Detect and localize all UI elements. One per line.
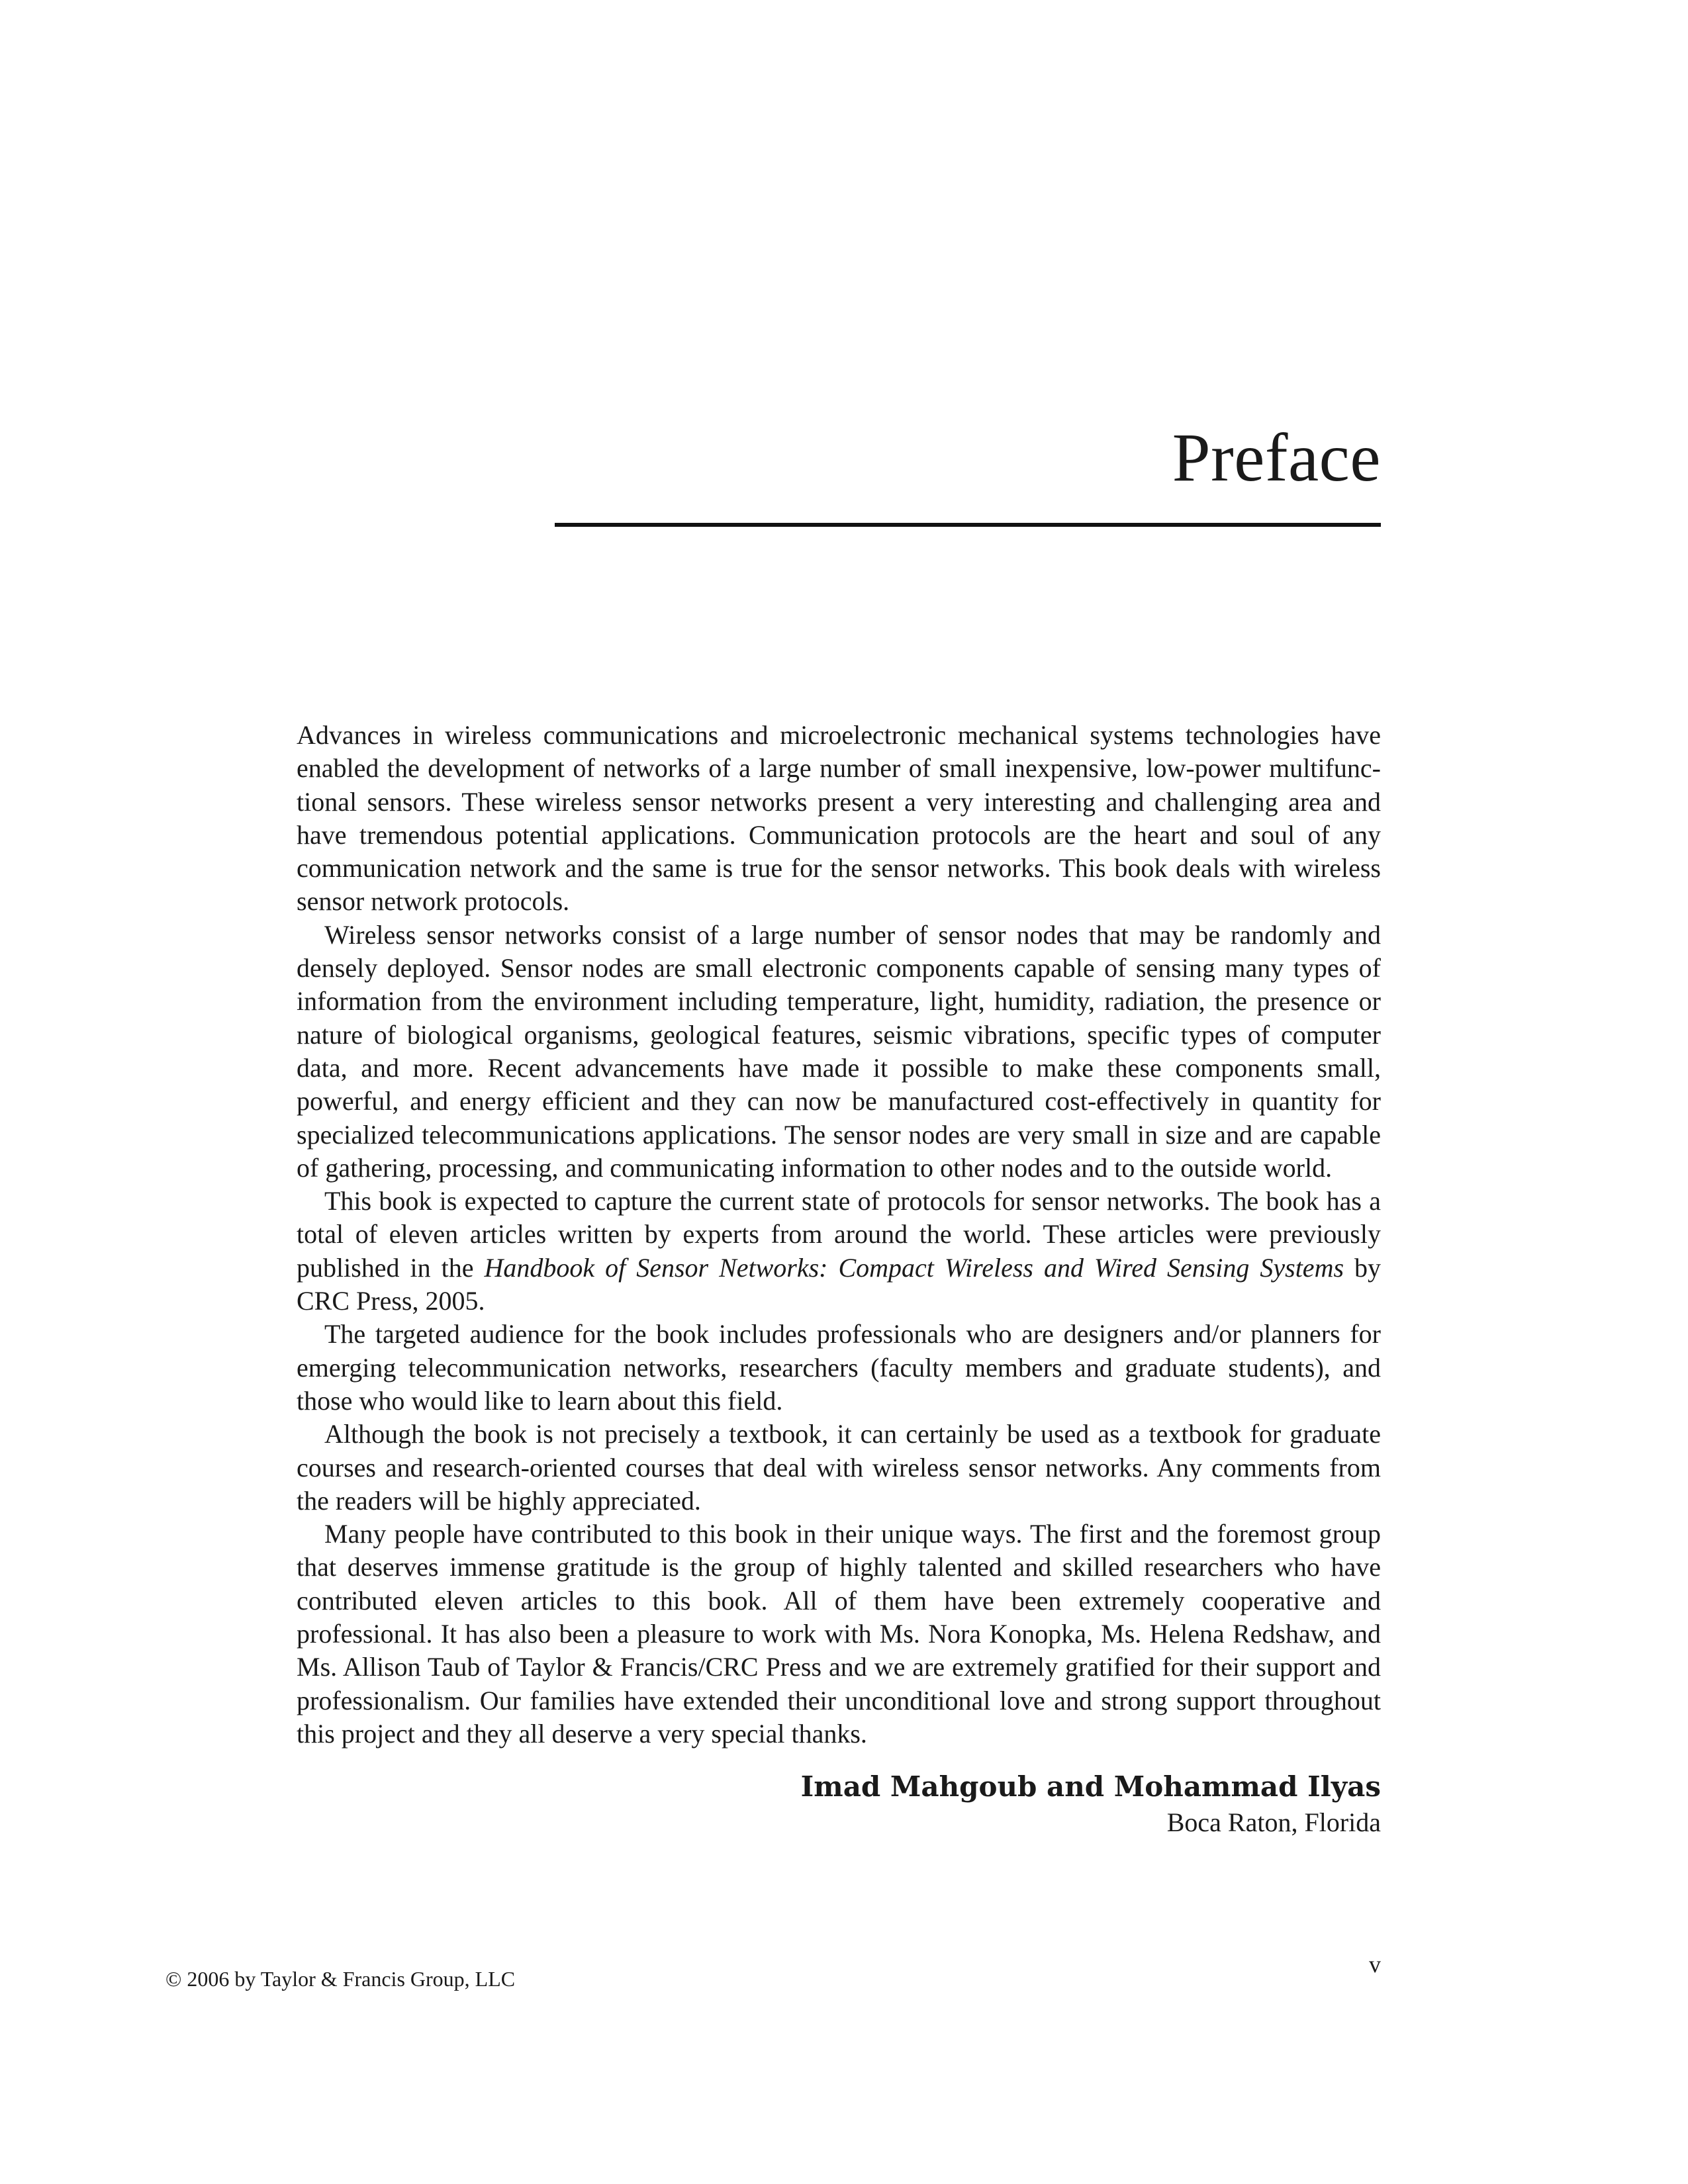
paragraph-5: Although the book is not precisely a textbook, it can certainly be used as a textbook for graduate courses and research-oriented courses that deal with wireless sensor networks. Any comments from the readers will be highly appreciated. [297,1419,1381,1516]
author-names: Imad Mahgoub and Mohammad Ilyas [800,1770,1381,1803]
paragraph-3 [297,1185,1381,1318]
author-location: Boca Raton, Florida [1166,1807,1381,1837]
title-rule [555,523,1381,527]
paragraph-3-lead: This book is expected to capture the current state of protocols for sensor networks. The book has a total of eleven articles written by experts from around the world. These articles were previously published in the [297,1186,1381,1283]
paragraph-2: Wireless sensor networks consist of a large number of sensor nodes that may be randomly and densely deployed. Sensor nodes are small electronic components capable of sensing many types of information from the environment including temperature, light, humidity, radiation, the presence or nature of biological organisms, geological features, seismic vibrations, specific types of computer data, and more. Recent advancements have made it possible to make these components small, powerful, and energy efficient and they can now be manufactured cost-effectively in quantity for specialized telecommunications applications. The sensor nodes are very small in size and are capable of gathering, processing, and communicating information to other nodes and to the outside world. [297,919,1381,1183]
handbook-title: Handbook of Sensor Networks: Compact Wireless and Wired Sensing Systems [484,1252,1344,1283]
signature-block [662,1768,1381,1840]
paragraph-1: Advances in wireless communications and microelectronic mechanical systems technologies have enabled the development of networks of a large number of small inexpensive, low-power multifunctional sensors. These wireless sensor networks present a very interesting and challenging area and have tremendous potential applications. Communication protocols are the heart and soul of any communication network and the same is true for the sensor networks. This book deals with wireless sensor network protocols. [297,720,1381,917]
page-number: v [1369,1951,1381,1978]
paragraph-4: The targeted audience for the book includes professionals who are designers and/or planners for emerging telecommunication networks, researchers (faculty members and graduate students), and those who would like to learn about this field. [297,1319,1381,1416]
page-title: Preface [1172,420,1381,496]
copyright-notice: © 2006 by Taylor & Francis Group, LLC [165,1967,516,1991]
preface-body [297,719,1381,1751]
paragraph-6: Many people have contributed to this book in their unique ways. The first and the foremost group that deserves immense gratitude is the group of highly talented and skilled researchers who have contributed eleven articles to this book. All of them have been extremely cooperative and professional. It has also been a pleasure to work with Ms. Nora Konopka, Ms. Helena Redshaw, and Ms. Allison Taub of Taylor & Francis/CRC Press and we are extremely gratified for their support and professionalism. Our families have extended their unconditional love and strong support throughout this project and they all deserve a very special thanks. [297,1519,1381,1749]
paragraph-3-tail: by CRC Press, 2005. [297,1252,1382,1316]
